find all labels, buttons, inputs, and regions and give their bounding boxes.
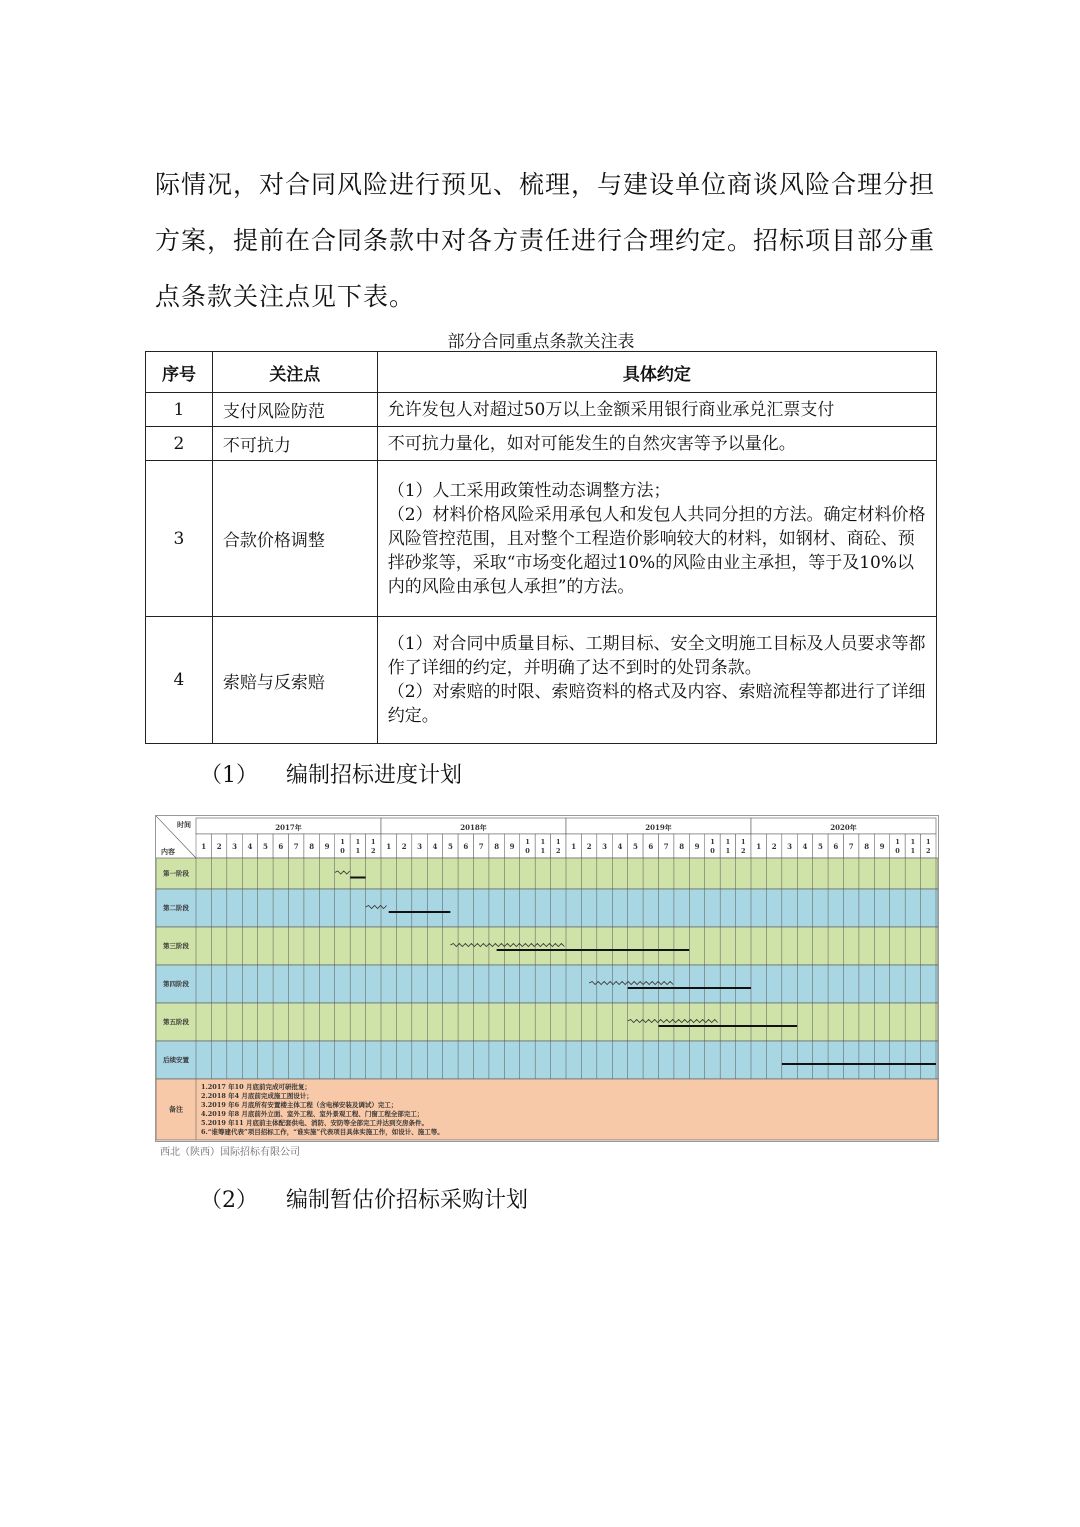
month-label-digit: 1 — [340, 838, 345, 846]
gantt-row-label: 第四阶段 — [163, 980, 189, 988]
month-label: 6 — [648, 842, 654, 851]
month-label: 4 — [802, 842, 808, 851]
month-label: 3 — [232, 842, 237, 851]
month-label-digit: 2 — [556, 847, 561, 855]
gantt-note-line: 1.2017 年10 月底前完成可研批复； — [201, 1083, 311, 1091]
header-focus: 关注点 — [212, 352, 377, 393]
month-label: 8 — [679, 842, 685, 851]
month-label-digit: 1 — [710, 838, 715, 846]
month-label: 3 — [787, 842, 792, 851]
gantt-notes-label: 备注 — [169, 1104, 183, 1114]
row-detail — [377, 617, 936, 744]
month-label: 5 — [817, 842, 823, 851]
month-label-digit: 1 — [895, 838, 900, 846]
company-footer: 西北（陕西）国际招标有限公司 — [160, 1147, 300, 1158]
month-label: 9 — [694, 842, 700, 851]
month-label: 8 — [309, 842, 315, 851]
month-label-digit: 1 — [556, 838, 561, 846]
month-label: 9 — [324, 842, 330, 851]
clauses-table — [145, 351, 937, 744]
detail-item: （1）人工采用政策性动态调整方法； — [387, 480, 671, 501]
row-detail: 不可抗力量化，如对可能发生的自然灾害等予以量化。 — [377, 427, 936, 461]
month-label: 8 — [864, 842, 870, 851]
month-label: 9 — [509, 842, 515, 851]
year-label: 2018年 — [460, 823, 487, 832]
month-label: 7 — [848, 842, 854, 851]
month-label-digit: 1 — [525, 838, 530, 846]
month-label: 1 — [756, 842, 762, 851]
month-label-digit: 1 — [725, 838, 731, 846]
row-focus: 支付风险防范 — [212, 393, 377, 427]
month-label: 7 — [293, 842, 299, 851]
gantt-note-line: 6.“谁筹建代表”项目招标工作，“谁实施”代表项目具体实施工作，如设计、施工等。 — [201, 1128, 444, 1136]
heading-number: （2） — [200, 1188, 258, 1213]
gantt-row-label: 第五阶段 — [163, 1018, 189, 1026]
corner-bottom-label: 内容 — [161, 847, 175, 856]
month-label-digit: 1 — [371, 838, 376, 846]
month-label: 1 — [571, 842, 577, 851]
section-heading-1 — [200, 758, 462, 789]
month-label: 3 — [417, 842, 422, 851]
gantt-row-label: 第一阶段 — [163, 869, 189, 878]
heading-text: 编制暂估价招标采购计划 — [286, 1188, 529, 1213]
month-label-digit: 1 — [910, 847, 916, 855]
table-caption: 部分合同重点条款关注表 — [447, 332, 635, 352]
heading-text: 编制招标进度计划 — [286, 763, 463, 788]
intro-line-3: 点条款关注点见下表。 — [155, 282, 416, 311]
month-label: 5 — [632, 842, 638, 851]
month-label-digit: 2 — [741, 847, 746, 855]
gantt-svg — [156, 816, 938, 1141]
month-label-digit: 0 — [895, 847, 900, 855]
month-label-digit: 1 — [355, 838, 361, 846]
row-detail: 允许发包人对超过50万以上金额采用银行商业承兑汇票支付 — [377, 393, 936, 427]
month-label: 3 — [602, 842, 607, 851]
header-detail: 具体约定 — [377, 352, 936, 393]
table-row — [146, 393, 937, 427]
gantt-row-label: 后续安置 — [163, 1056, 189, 1064]
month-label: 5 — [262, 842, 268, 851]
month-label: 1 — [386, 842, 392, 851]
month-label: 2 — [771, 842, 777, 851]
month-label: 2 — [216, 842, 222, 851]
month-label-digit: 2 — [371, 847, 376, 855]
gantt-note-line: 5.2019 年11 月底前主体配套供电、消防、安防等全部完工并达到交房条件。 — [201, 1119, 428, 1127]
gantt-row-label: 第三阶段 — [163, 942, 189, 950]
row-detail — [377, 461, 936, 617]
gantt-row-label: 第二阶段 — [163, 904, 189, 912]
month-label: 6 — [278, 842, 284, 851]
month-label-digit: 0 — [340, 847, 345, 855]
month-label: 2 — [401, 842, 407, 851]
row-num: 4 — [146, 617, 213, 744]
month-label-digit: 0 — [710, 847, 715, 855]
row-num: 3 — [146, 461, 213, 617]
detail-item: （2）对索赔的时限、索赔资料的格式及内容、索赔流程等都进行了详细约定。 — [387, 682, 926, 726]
year-label: 2019年 — [645, 823, 672, 832]
month-label-digit: 1 — [540, 847, 546, 855]
intro-line-2: 方案，提前在合同条款中对各方责任进行合理约定。招标项目部分重 — [155, 226, 936, 255]
gantt-note-line: 3.2019 年6 月底所有安置楼主体工程（含电梯安装及调试）完工； — [201, 1101, 398, 1109]
row-focus: 索赔与反索赔 — [212, 617, 377, 744]
row-num: 2 — [146, 427, 213, 461]
table-header-row — [146, 352, 937, 393]
month-label: 6 — [833, 842, 839, 851]
month-label: 6 — [463, 842, 469, 851]
month-label-digit: 2 — [926, 847, 931, 855]
heading-number: （1） — [200, 763, 258, 788]
table-row — [146, 427, 937, 461]
corner-top-label: 时间 — [177, 820, 191, 829]
year-label: 2020年 — [830, 823, 857, 832]
intro-line-1: 际情况，对合同风险进行预见、梳理，与建设单位商谈风险合理分担 — [155, 170, 936, 199]
month-label: 4 — [617, 842, 623, 851]
gantt-note-line: 4.2019 年8 月底前外立面、室外工程、室外景观工程、门窗工程全部完工； — [201, 1110, 424, 1118]
month-label-digit: 1 — [355, 847, 361, 855]
detail-item: （2）材料价格风险采用承包人和发包人共同分担的方法。确定材料价格风险管控范围，且对整个工程造价影响较大的材料，如钢材、商砼、预拌砂浆等，采取“市场变化超过10%的风险由业主承担，等于及10%以内的风险由承包人承担”的方法。 — [387, 504, 926, 597]
year-label: 2017年 — [275, 823, 302, 832]
header-num: 序号 — [146, 352, 213, 393]
month-label: 7 — [478, 842, 484, 851]
section-heading-2 — [200, 1183, 528, 1214]
row-focus: 不可抗力 — [212, 427, 377, 461]
gantt-note-line: 2.2018 年4 月底前完成施工图设计； — [201, 1092, 313, 1100]
table-row — [146, 461, 937, 617]
month-label: 5 — [447, 842, 453, 851]
month-label-digit: 1 — [725, 847, 731, 855]
month-label: 4 — [432, 842, 438, 851]
schedule-gantt-chart — [155, 815, 939, 1142]
month-label-digit: 1 — [926, 838, 931, 846]
month-label-digit: 1 — [741, 838, 746, 846]
month-label: 7 — [663, 842, 669, 851]
month-label: 4 — [247, 842, 253, 851]
month-label-digit: 1 — [540, 838, 546, 846]
row-num: 1 — [146, 393, 213, 427]
month-label: 2 — [586, 842, 592, 851]
month-label: 8 — [494, 842, 500, 851]
month-label-digit: 1 — [910, 838, 916, 846]
month-label-digit: 0 — [525, 847, 530, 855]
month-label: 1 — [201, 842, 207, 851]
row-focus: 合款价格调整 — [212, 461, 377, 617]
detail-item: （1）对合同中质量目标、工期目标、安全文明施工目标及人员要求等都作了详细的约定，并明确了达不到时的处罚条款。 — [387, 634, 926, 678]
table-row — [146, 617, 937, 744]
month-label: 9 — [879, 842, 885, 851]
